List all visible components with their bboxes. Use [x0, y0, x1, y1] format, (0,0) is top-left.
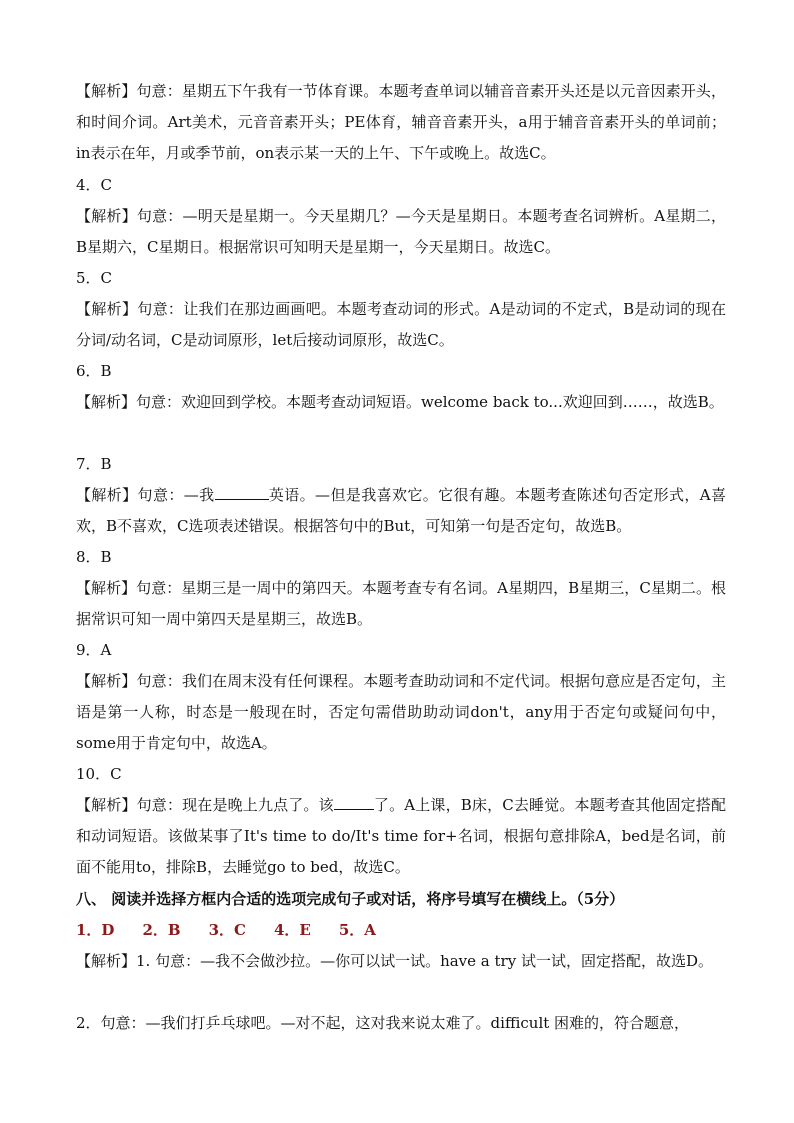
answer-8: 8．B — [76, 548, 112, 566]
answer-key: 5．A — [338, 921, 376, 939]
fill-blank — [334, 794, 374, 810]
explanation-4: 【解析】句意：—明天是星期一。今天星期几？—今天是星期日。本题考查名词辨析。A星期二，B星期六，C星期日。根据常识可知明天是星期一，今天星期日。故选C。 — [76, 207, 726, 256]
answer-5: 5．C — [76, 269, 113, 287]
answer-4: 4．C — [76, 176, 113, 194]
explanation-10: 【解析】句意：现在是晚上九点了。该 了。A上课，B床，C去睡觉。本题考查其他固定搭配和动词短语。该做某事了It's time to do/It's time for+名词，根据句意排除A，bed是名词，前面不能用to，排除B，去睡觉go to bed，故选C。 — [76, 796, 726, 876]
explanation-7: 【解析】句意：—我 英语。—但是我喜欢它。它很有趣。本题考查陈述句否定形式，A喜欢，B不喜欢，C选项表述错误。根据答句中的But，可知第一句是否定句，故选B。 — [76, 486, 726, 535]
answer-key: 2．B — [142, 921, 181, 939]
explanation-9: 【解析】句意：我们在周末没有任何课程。本题考查助动词和不定代词。根据句意应是否定句，主语是第一人称，时态是一般现在时，否定句需借助助动词don't，any用于否定句或疑问句中，some用于肯定句中，故选A。 — [76, 672, 726, 752]
section-8-explanation-2: 2．句意：—我们打乒乓球吧。—对不起，这对我来说太难了。difficult 困难的，符合题意， — [76, 1014, 690, 1032]
answer-key: 3．C — [208, 921, 246, 939]
explanation-3: 【解析】句意：星期五下午我有一节体育课。本题考查单词以辅音音素开头还是以元音因素开头，和时间介词。Art美术，元音音素开头；PE体育，辅音音素开头，a用于辅音音素开头的单词前；in表示在年，月或季节前，on表示某一天的上午、下午或晚上。故选C。 — [76, 82, 726, 162]
answer-6: 6．B — [76, 362, 112, 380]
answer-key: 1．D — [76, 921, 115, 939]
fill-blank — [215, 484, 269, 500]
answer-10: 10．C — [76, 765, 122, 783]
section-8-explanation-1: 【解析】1. 句意：—我不会做沙拉。—你可以试一试。have a try 试一试，固定搭配，故选D。 — [76, 952, 713, 970]
answer-7: 7．B — [76, 455, 112, 473]
section-8-answers — [76, 915, 726, 946]
section-8-title: 八、 阅读并选择方框内合适的选项完成句子或对话，将序号填写在横线上。（5分） — [76, 890, 625, 908]
explanation-5: 【解析】句意：让我们在那边画画吧。本题考查动词的形式。A是动词的不定式，B是动词的现在分词/动名词，C是动词原形，let后接动词原形，故选C。 — [76, 300, 726, 349]
answer-9: 9．A — [76, 641, 112, 659]
explanation-8: 【解析】句意：星期三是一周中的第四天。本题考查专有名词。A星期四，B星期三，C星期二。根据常识可知一周中第四天是星期三，故选B。 — [76, 579, 726, 628]
explanation-6: 【解析】句意：欢迎回到学校。本题考查动词短语。welcome back to...欢迎回到……，故选B。 — [76, 393, 724, 411]
answer-key: 4．E — [273, 921, 311, 939]
